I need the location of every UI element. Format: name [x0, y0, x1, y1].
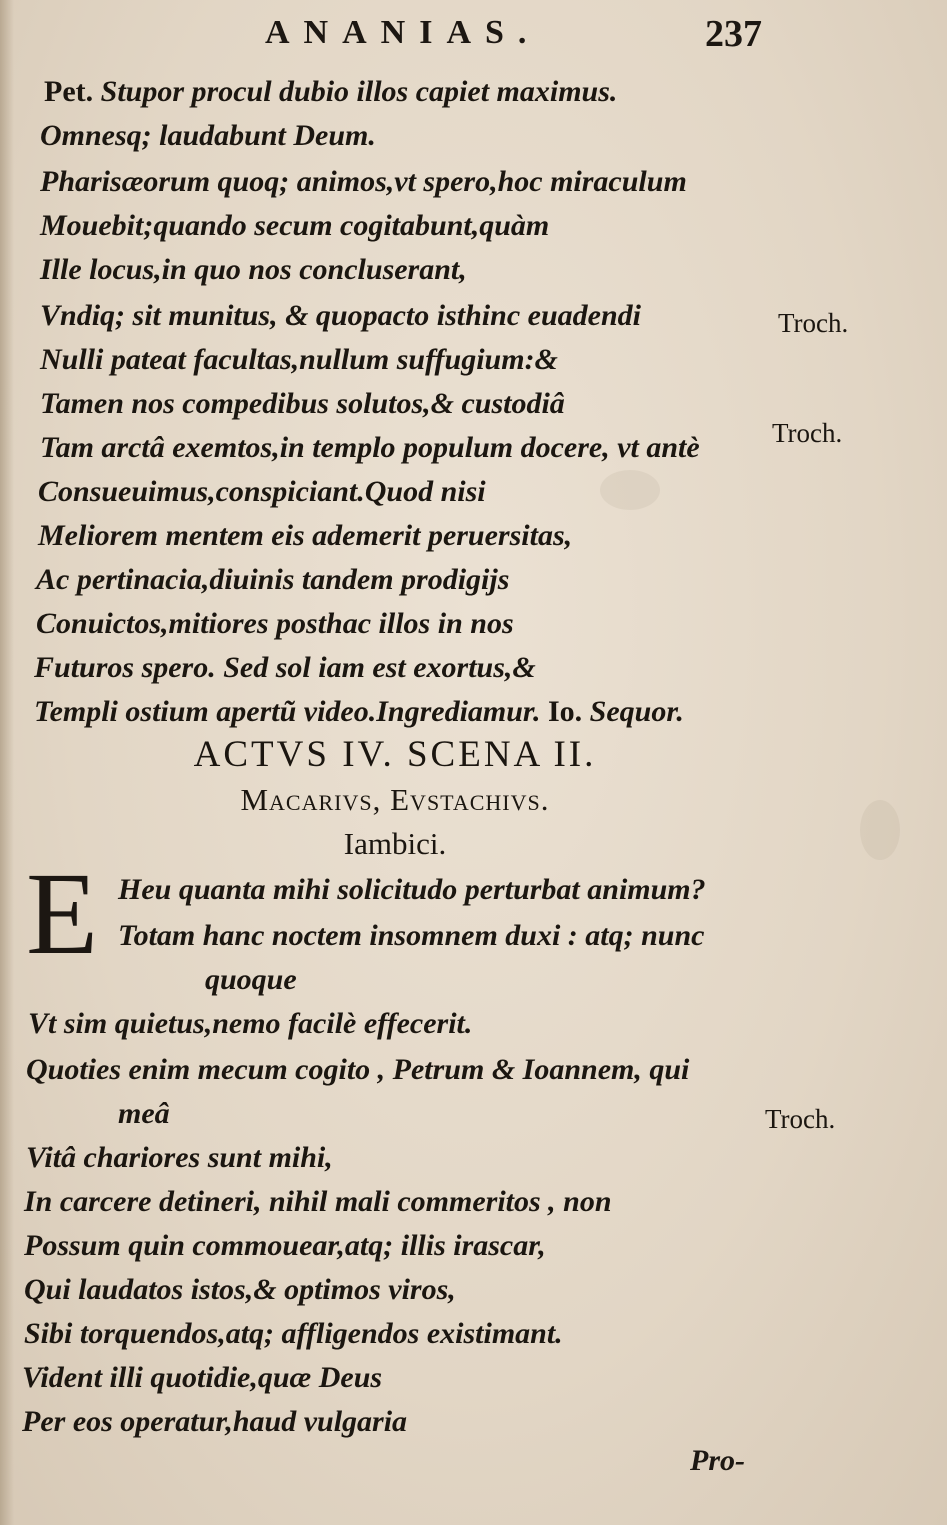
- verse-line: Nulli pateat facultas,nullum suffugium:&: [40, 343, 558, 376]
- verse-line: Futuros spero. Sed sol iam est exortus,&: [34, 651, 536, 684]
- dramatis-personae-heading: Macarivs, Evstachivs.: [240, 782, 550, 817]
- paper-stain: [600, 470, 660, 510]
- verse-line-continuation: quoque: [205, 963, 297, 996]
- verse-text: Templi ostium apertũ video.Ingrediamur.: [34, 695, 541, 728]
- marginal-note: Troch.: [765, 1104, 836, 1134]
- verse-line: Vitâ chariores sunt mihi,: [26, 1141, 333, 1174]
- verse-line: Quoties enim mecum cogito , Petrum & Ioannem, qui: [26, 1053, 690, 1086]
- verse-line: Heu quanta mihi solicitudo perturbat animum?: [118, 873, 706, 906]
- verse-line: Ille locus,in quo nos concluserant,: [40, 253, 467, 286]
- verse-line: Possum quin commouear,atq; illis irascar,: [24, 1229, 546, 1262]
- verse-line: Pharisæorum quoq; animos,vt spero,hoc miraculum: [40, 165, 687, 198]
- verse-line: Omnesq; laudabunt Deum.: [40, 119, 376, 152]
- verse-line: Totam hanc noctem insomnem duxi : atq; nunc: [118, 919, 705, 952]
- verse-text: Stupor procul dubio illos capiet maximus.: [100, 75, 618, 108]
- speaker-label: Io.: [547, 695, 583, 728]
- meter-heading: Iambici.: [343, 826, 447, 861]
- drop-cap-initial: E: [26, 848, 99, 979]
- verse-line: Ac pertinacia,diuinis tandem prodigijs: [36, 563, 510, 596]
- verse-line-continuation: meâ: [118, 1097, 170, 1130]
- marginal-note: Troch.: [772, 418, 843, 448]
- verse-line: Conuictos,mitiores posthac illos in nos: [36, 607, 514, 640]
- verse-line: Mouebit;quando secum cogitabunt,quàm: [40, 209, 550, 242]
- paper-stain: [860, 800, 900, 860]
- verse-line: [34, 692, 684, 732]
- verse-line: Per eos operatur,haud vulgaria: [22, 1405, 408, 1438]
- verse-text: Sequor.: [589, 695, 684, 728]
- verse-line: Vident illi quotidie,quæ Deus: [22, 1361, 383, 1394]
- verse-line: Sibi torquendos,atq; affligendos existimant.: [24, 1317, 563, 1350]
- verse-line: Vndiq; sit munitus, & quopacto isthinc euadendi: [40, 299, 641, 332]
- catchword: Pro-: [690, 1444, 745, 1477]
- verse-line: Tam arctâ exemtos,in templo populum docere, vt antè: [40, 431, 700, 464]
- verse-line: Tamen nos compedibus solutos,& custodiâ: [40, 387, 565, 420]
- running-head: ANANIAS.: [265, 14, 541, 51]
- verse-line: Qui laudatos istos,& optimos viros,: [24, 1273, 456, 1306]
- verse-line: In carcere detineri, nihil mali commeritos , non: [24, 1185, 612, 1218]
- page-number: 237: [705, 13, 762, 55]
- speaker-label: Pet.: [44, 75, 94, 108]
- verse-line: [44, 72, 617, 112]
- marginal-note: Troch.: [778, 308, 849, 338]
- verse-line: Meliorem mentem eis ademerit peruersitas,: [38, 519, 573, 552]
- verse-line: Consueuimus,conspiciant.Quod nisi: [38, 475, 486, 508]
- verse-line: Vt sim quietus,nemo facilè effecerit.: [28, 1007, 473, 1040]
- act-scene-heading: ACTVS IV. SCENA II.: [193, 734, 597, 775]
